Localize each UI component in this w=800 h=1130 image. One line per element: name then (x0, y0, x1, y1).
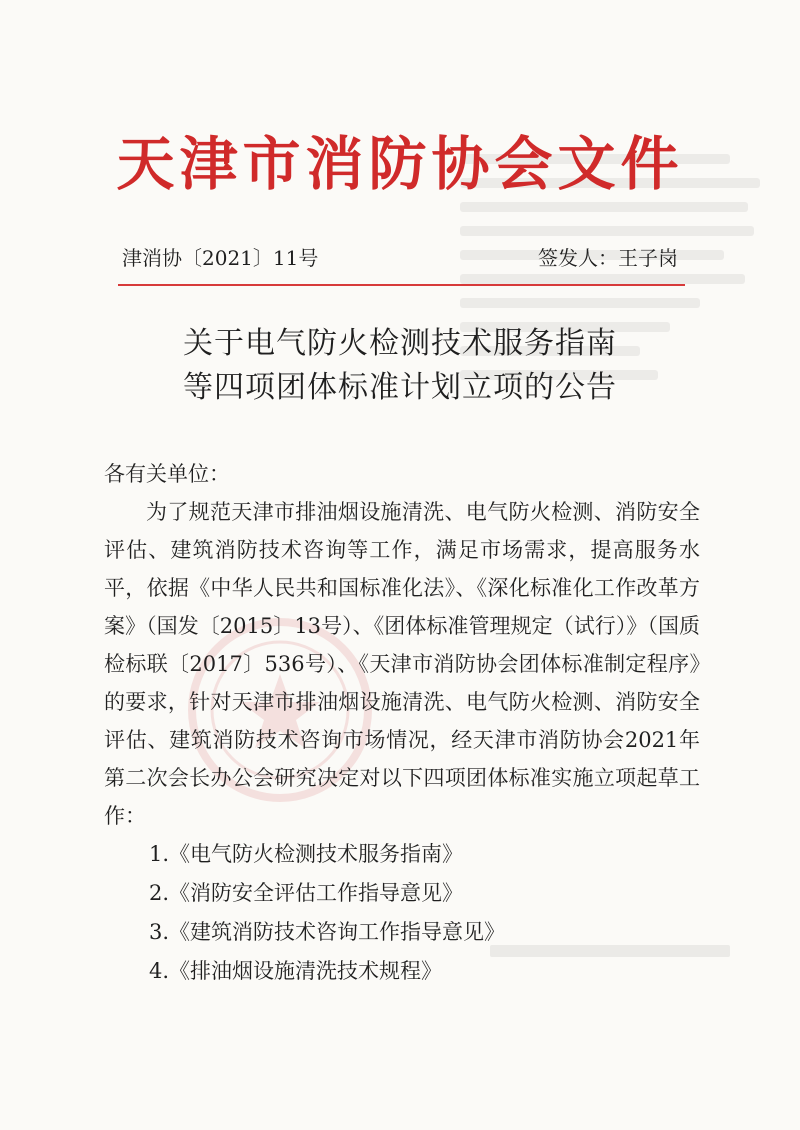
list-item: 1.《电气防火检测技术服务指南》 (149, 842, 464, 866)
signer-label: 签发人：王子岗 (538, 246, 678, 270)
standards-list (104, 835, 700, 991)
document-body (104, 455, 700, 991)
body-paragraph: 为了规范天津市排油烟设施清洗、电气防火检测、消防安全评估、建筑消防技术咨询等工作，满足市场需求，提高服务水平，依据《中华人民共和国标准化法》、《深化标准化工作改革方案》（国发〔2015〕13号）、《团体标准管理规定（试行）》（国质检标联〔2017〕536号）、《天津市消防协会团体标准制定程序》的要求，针对天津市排油烟设施清洗、电气防火检测、消防安全评估、建筑消防技术咨询市场情况，经天津市消防协会2021年第二次会长办公会研究决定对以下四项团体标准实施立项起草工作： (104, 500, 700, 828)
document-header-title: 天津市消防协会文件 (116, 130, 684, 198)
list-item: 3.《建筑消防技术咨询工作指导意见》 (149, 920, 506, 944)
document-meta-row (122, 244, 678, 272)
notice-title (0, 322, 800, 410)
list-item: 4.《排油烟设施清洗技术规程》 (149, 959, 443, 983)
salutation: 各有关单位： (104, 462, 230, 486)
faint-footer-bleed (490, 945, 730, 957)
list-item: 2.《消防安全评估工作指导意见》 (149, 881, 464, 905)
document-number: 津消协〔2021〕11号 (122, 246, 319, 270)
red-separator-line (118, 284, 685, 286)
notice-title-line-1: 关于电气防火检测技术服务指南 (183, 326, 617, 361)
notice-title-line-2: 等四项团体标准计划立项的公告 (183, 370, 617, 405)
